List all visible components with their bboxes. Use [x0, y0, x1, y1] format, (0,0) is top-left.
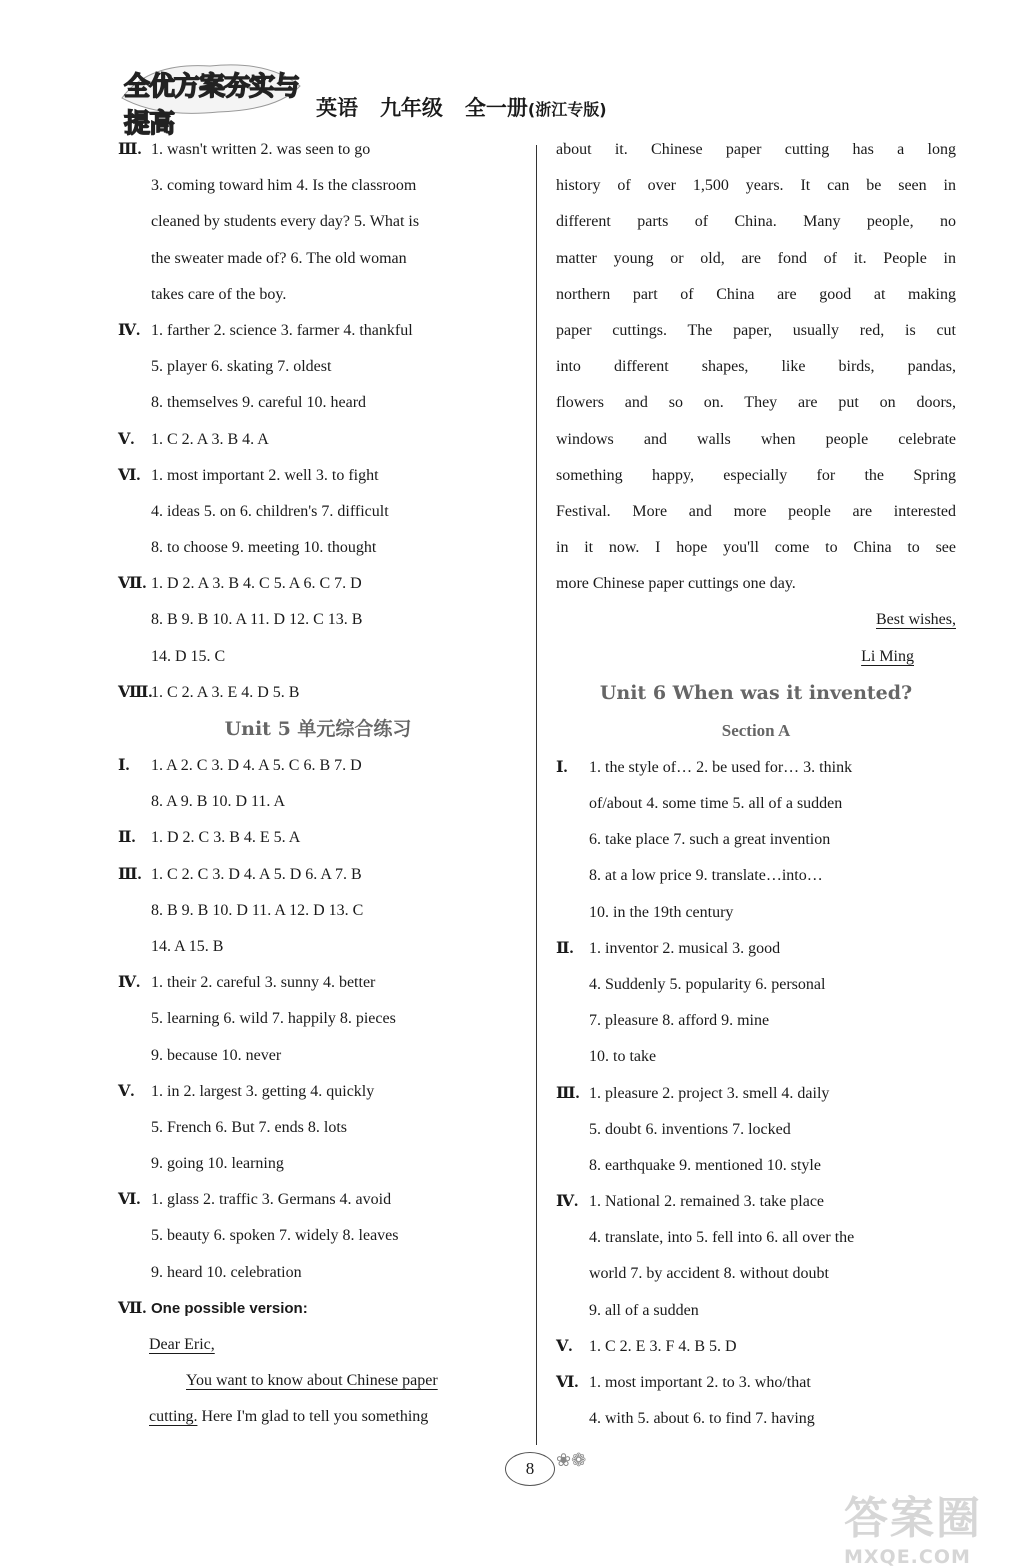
answer-text: 10. to take	[589, 1048, 657, 1066]
letter-text: paper cuttings. The paper, usually red, is cut	[556, 321, 956, 339]
letter-body	[556, 132, 956, 602]
answer-text: 1. C 2. A 3. E 4. D 5. B	[151, 683, 300, 701]
letter-line	[556, 458, 956, 494]
answer-text: 8. themselves 9. careful 10. heard	[151, 394, 367, 412]
letter-text: history of over 1,500 years. It can be seen in	[556, 177, 956, 195]
letter-line	[556, 566, 956, 602]
answer-line	[556, 1220, 956, 1256]
answer-text: 8. at a low price 9. translate…into…	[589, 867, 823, 885]
section-number: Ⅴ.	[556, 1337, 573, 1355]
answer-text: 1. A 2. C 3. D 4. A 5. C 6. B 7. D	[151, 757, 362, 774]
watermark-logo: 答案圈	[844, 1493, 982, 1544]
section-number: Ⅳ.	[118, 321, 141, 339]
answer-line	[118, 929, 518, 965]
volume: 全一册	[464, 96, 528, 120]
page-header	[118, 58, 958, 139]
letter-text: Here I'm glad to tell you something	[197, 1408, 429, 1426]
unit-title: Unit 5 单元综合练习	[224, 718, 412, 740]
answer-line	[118, 820, 518, 856]
letter-line	[118, 1363, 518, 1399]
answer-line	[556, 822, 956, 858]
answer-line	[118, 857, 518, 893]
answer-line	[118, 241, 518, 277]
answer-line	[556, 1184, 956, 1220]
edition: (浙江专版)	[527, 100, 607, 119]
answer-text: 4. with 5. about 6. to find 7. having	[589, 1410, 815, 1428]
answer-text: 8. A 9. B 10. D 11. A	[151, 793, 286, 811]
answer-text: 1. their 2. careful 3. sunny 4. better	[151, 974, 376, 992]
answer-text: 9. all of a sudden	[589, 1301, 699, 1319]
letter-text: Festival. More and more people are interested	[556, 502, 956, 520]
letter-line	[556, 168, 956, 204]
answer-text: 8. earthquake 9. mentioned 10. style	[589, 1156, 821, 1174]
letter-line	[556, 132, 956, 168]
section-number: Ⅴ.	[118, 430, 135, 448]
letter-line	[556, 385, 956, 421]
answer-line	[118, 422, 518, 458]
answer-text: 9. going 10. learning	[151, 1155, 284, 1173]
section-number: Ⅷ.	[118, 683, 153, 701]
section-number: Ⅳ.	[556, 1193, 579, 1211]
answer-line	[556, 750, 956, 786]
answer-text: 9. because 10. never	[151, 1046, 282, 1064]
section-number: Ⅴ.	[118, 1082, 135, 1100]
answer-text: 6. take place 7. such a great invention	[589, 831, 831, 849]
answer-text: 1. inventor 2. musical 3. good	[589, 939, 781, 957]
letter-line	[556, 204, 956, 240]
signature-text: Li Ming	[861, 647, 914, 665]
answer-text: cleaned by students every day? 5. What is	[151, 213, 420, 231]
section-number: Ⅳ.	[118, 974, 141, 992]
answer-text: 4. Suddenly 5. popularity 6. personal	[589, 975, 826, 993]
answer-text: 1. National 2. remained 3. take place	[589, 1193, 825, 1211]
book-logo	[118, 58, 303, 139]
answer-line	[556, 786, 956, 822]
answer-line	[556, 1365, 956, 1401]
subject: 英语	[316, 96, 358, 120]
answer-line	[556, 1293, 956, 1329]
answer-line	[556, 1076, 956, 1112]
answer-text: takes care of the boy.	[151, 285, 287, 303]
answer-text: 1. farther 2. science 3. farmer 4. thankful	[151, 321, 413, 339]
letter-text: something happy, especially for the Spring	[556, 466, 956, 484]
watermark-url: MXQE.COM	[844, 1546, 971, 1568]
unit-title: Unit 6 When was it invented?	[599, 681, 913, 704]
answer-text: 1. D 2. C 3. B 4. E 5. A	[151, 829, 301, 847]
answer-text: 1. in 2. largest 3. getting 4. quickly	[151, 1082, 375, 1100]
answer-line	[118, 965, 518, 1001]
answer-line	[118, 458, 518, 494]
answer-line	[118, 1255, 518, 1291]
answer-line	[118, 313, 518, 349]
left-column	[118, 132, 518, 1436]
answer-line	[118, 1110, 518, 1146]
answer-text: 5. learning 6. wild 7. happily 8. pieces	[151, 1010, 396, 1028]
answer-text: of/about 4. some time 5. all of a sudden	[589, 795, 843, 812]
answer-text: 1. pleasure 2. project 3. smell 4. daily	[589, 1084, 830, 1102]
letter-line	[556, 494, 956, 530]
answer-text: 8. B 9. B 10. D 11. A 12. D 13. C	[151, 901, 364, 919]
answer-text: 7. pleasure 8. afford 9. mine	[589, 1012, 770, 1030]
answer-line	[118, 639, 518, 675]
answer-line	[118, 277, 518, 313]
watermark	[844, 1482, 1004, 1568]
answer-text: 5. doubt 6. inventions 7. locked	[589, 1120, 791, 1138]
letter-text: more Chinese paper cuttings one day.	[556, 575, 796, 593]
answer-text: 1. D 2. A 3. B 4. C 5. A 6. C 7. D	[151, 575, 362, 593]
answer-text: 5. beauty 6. spoken 7. widely 8. leaves	[151, 1227, 399, 1245]
answer-text: 3. coming toward him 4. Is the classroom	[151, 177, 417, 195]
section-number: Ⅶ.	[118, 575, 147, 593]
section-number: Ⅲ.	[118, 865, 142, 883]
answer-text: 1. wasn't written 2. was seen to go	[151, 141, 371, 158]
salutation-text: Dear Eric,	[149, 1336, 215, 1353]
answer-text: 1. C 2. C 3. D 4. A 5. D 6. A 7. B	[151, 865, 362, 883]
answer-line	[118, 1291, 518, 1327]
answer-text: 1. C 2. E 3. F 4. B 5. D	[589, 1337, 737, 1355]
answer-line	[118, 204, 518, 240]
letter-line	[556, 422, 956, 458]
letter-text: cutting.	[149, 1408, 198, 1426]
letter-line	[118, 1399, 518, 1435]
flower-icon: ❀❁	[556, 1450, 587, 1470]
section-number: Ⅰ.	[118, 757, 130, 774]
section-number: Ⅲ.	[556, 1084, 580, 1102]
answer-line	[556, 1112, 956, 1148]
letter-line	[556, 349, 956, 385]
section-number: Ⅲ.	[118, 141, 142, 158]
answer-line	[118, 675, 518, 711]
answer-line	[556, 1148, 956, 1184]
letter-line	[556, 277, 956, 313]
letter-line	[556, 241, 956, 277]
answer-text: world 7. by accident 8. without doubt	[589, 1265, 829, 1283]
answer-text: 14. A 15. B	[151, 937, 224, 955]
page-number: 8	[505, 1452, 555, 1486]
answer-line	[556, 1256, 956, 1292]
book-title	[316, 92, 607, 122]
letter-signature	[556, 639, 956, 675]
answer-line	[118, 385, 518, 421]
answer-line	[556, 1401, 956, 1437]
section-number: Ⅵ.	[118, 1191, 141, 1209]
answer-line	[118, 1001, 518, 1037]
answer-line	[118, 530, 518, 566]
answer-line	[118, 494, 518, 530]
section-number: Ⅶ.	[118, 1299, 147, 1317]
section-title: Section A	[721, 720, 791, 740]
letter-text: northern part of China are good at making	[556, 285, 956, 303]
section-number: Ⅵ.	[556, 1374, 579, 1391]
letter-text: You want to know about Chinese paper	[186, 1372, 438, 1390]
answer-text: 9. heard 10. celebration	[151, 1263, 302, 1281]
letter-text: windows and walls when people celebrate	[556, 430, 956, 448]
answer-text: 1. most important 2. to 3. who/that	[589, 1374, 811, 1391]
letter-text: flowers and so on. They are put on doors,	[556, 394, 956, 412]
answer-text: 4. translate, into 5. fell into 6. all over the	[589, 1229, 855, 1247]
letter-text: different parts of China. Many people, no	[556, 213, 956, 231]
section-number: Ⅰ.	[556, 758, 568, 776]
letter-text: about it. Chinese paper cutting has a long	[556, 141, 956, 158]
right-column	[556, 132, 956, 1437]
closing-text: Best wishes,	[876, 611, 956, 629]
logo-text: 全优方案夯实与提高	[124, 72, 300, 139]
answer-line	[118, 602, 518, 638]
letter-line	[556, 313, 956, 349]
answer-text: 4. ideas 5. on 6. children's 7. difficult	[151, 502, 389, 520]
answer-text: 10. in the 19th century	[589, 903, 734, 921]
answer-line	[118, 893, 518, 929]
answer-line	[118, 349, 518, 385]
answer-line	[118, 132, 518, 168]
answer-line	[556, 1039, 956, 1075]
version-note: One possible version:	[151, 1299, 308, 1317]
letter-line	[556, 530, 956, 566]
answer-line	[556, 931, 956, 967]
answer-text: 1. glass 2. traffic 3. Germans 4. avoid	[151, 1191, 392, 1209]
section-number: Ⅵ.	[118, 466, 141, 484]
answer-line	[556, 895, 956, 931]
answer-text: the sweater made of? 6. The old woman	[151, 249, 407, 267]
answer-line	[118, 1218, 518, 1254]
answer-text: 1. the style of… 2. be used for… 3. think	[589, 758, 853, 776]
answer-line	[556, 1329, 956, 1365]
answer-line	[118, 784, 518, 820]
answer-line	[556, 967, 956, 1003]
answer-text: 8. B 9. B 10. A 11. D 12. C 13. B	[151, 611, 363, 629]
answer-text: 5. French 6. But 7. ends 8. lots	[151, 1118, 347, 1136]
letter-closing	[556, 602, 956, 638]
letter-text: into different shapes, like birds, pandas,	[556, 358, 956, 376]
answer-line	[118, 168, 518, 204]
answer-line	[556, 1003, 956, 1039]
column-divider	[536, 145, 537, 1445]
letter-text: matter young or old, are fond of it. People in	[556, 249, 956, 267]
letter-salutation	[118, 1327, 518, 1363]
answer-line	[118, 1146, 518, 1182]
section-number: Ⅱ.	[556, 939, 574, 957]
answer-text: 1. C 2. A 3. B 4. A	[151, 430, 269, 448]
answer-line	[556, 858, 956, 894]
answer-line	[118, 1182, 518, 1218]
section-number: Ⅱ.	[118, 829, 136, 847]
answer-line	[118, 566, 518, 602]
grade: 九年级	[379, 96, 443, 120]
answer-line	[118, 748, 518, 784]
answer-text: 5. player 6. skating 7. oldest	[151, 358, 332, 376]
letter-text: in it now. I hope you'll come to China to see	[556, 539, 956, 557]
answer-text: 8. to choose 9. meeting 10. thought	[151, 539, 377, 557]
answer-text: 14. D 15. C	[151, 647, 226, 665]
answer-line	[118, 1074, 518, 1110]
answer-line	[118, 1038, 518, 1074]
answer-text: 1. most important 2. well 3. to fight	[151, 466, 379, 484]
